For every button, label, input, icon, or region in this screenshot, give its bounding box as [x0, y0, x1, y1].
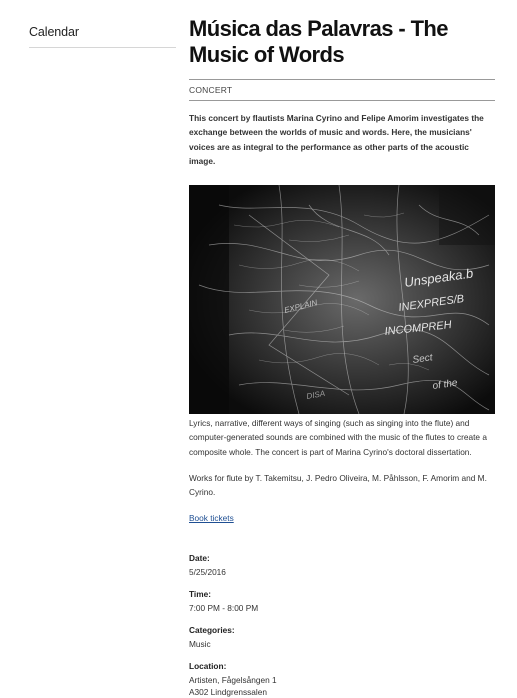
event-works: Works for flute by T. Takemitsu, J. Pedro Oliveira, M. Påhlsson, F. Amorim and M. Cyrino. — [189, 473, 487, 498]
image-chalk-text: INCOMPREH — [384, 319, 453, 339]
location-label: Location: — [189, 660, 227, 671]
event-article — [189, 16, 495, 698]
event-details — [189, 552, 495, 698]
image-chalk-text: Sect — [411, 352, 434, 367]
event-image-chalkboard — [189, 185, 495, 414]
image-chalk-text: Unspeaka.b — [403, 265, 475, 291]
book-tickets-link[interactable]: Book tickets — [189, 512, 234, 523]
event-category: CONCERT — [189, 85, 233, 95]
categories-label: Categories: — [189, 624, 235, 635]
event-lead: This concert by flautists Marina Cyrino and Felipe Amorim investigates the exchange between the worlds of music and words. Here, the musicians' voices are as integral to the performance as other parts of the acoustic image. — [189, 113, 484, 166]
location-address: Artisten, Fågelsången 1 — [189, 674, 277, 685]
image-chalk-text: DISA — [305, 389, 326, 402]
time-label: Time: — [189, 588, 211, 599]
categories-value: Music — [189, 638, 211, 649]
date-value: 5/25/2016 — [189, 566, 226, 577]
image-chalk-text: of the — [431, 377, 459, 393]
image-chalk-text: EXPLAIN — [283, 298, 319, 316]
time-value: 7:00 PM - 8:00 PM — [189, 602, 259, 613]
divider — [189, 100, 495, 101]
sidebar — [29, 25, 176, 48]
page-title: Música das Palavras - The Music of Words — [189, 16, 448, 67]
sidebar-item-calendar[interactable]: Calendar — [29, 25, 176, 48]
image-chalk-text: INEXPRES/B — [397, 293, 465, 315]
date-label: Date: — [189, 552, 210, 563]
event-description: Lyrics, narrative, different ways of singing (such as singing into the flute) and computer-generated sounds are combined with the music of the flutes to create a composite whole. The concert is part of Marina Cyrino's doctoral dissertation. — [189, 418, 487, 457]
location-room: A302 Lindgrenssalen — [189, 686, 267, 697]
